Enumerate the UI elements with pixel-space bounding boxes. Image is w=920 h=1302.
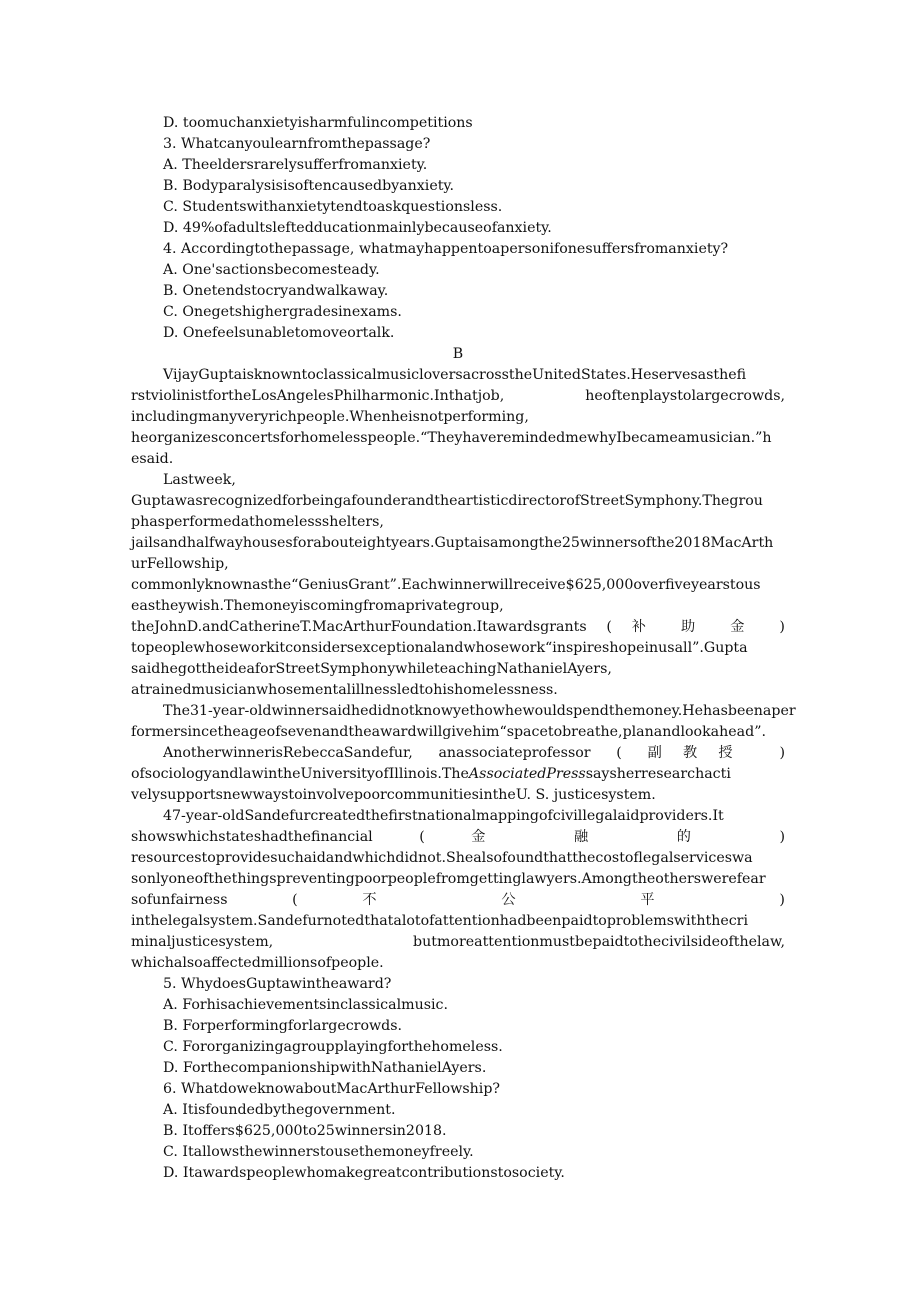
passage-line: The31-year-oldwinnersaidhedidnotknowyethowhewouldspendthemoney.Hehasbeenaper	[163, 703, 796, 719]
passage-line: 47-year-oldSandefurcreatedthefirstnationalmappingofcivillegalaidproviders.It	[163, 808, 724, 824]
q5-option-a: A. Forhisachievementsinclassicalmusic.	[163, 997, 448, 1013]
passage-line: saidhegottheideaforStreetSymphonywhileteachingNathanielAyers,	[131, 661, 612, 677]
passage-line: sonlyoneofthethingspreventingpoorpeoplefromgettinglawyers.Amongtheotherswerefear	[131, 871, 766, 887]
passage-line: topeoplewhoseworkitconsidersexceptionalandwhosework“inspireshopeinusall”.Gupta	[131, 640, 748, 656]
q5-option-b: B. Forperformingforlargecrowds.	[163, 1018, 402, 1034]
q6-option-a: A. Itisfoundedbythegovernment.	[163, 1102, 396, 1118]
passage-line: velysupportsnewwaystoinvolvepoorcommunitiesintheU. S. justicesystem.	[131, 787, 656, 803]
q3-option-d: D. 49%ofadultsleftedducationmainlybecauseofanxiety.	[163, 220, 552, 236]
passage-line: atrainedmusicianwhosementalillnessledtohishomelessness.	[131, 682, 558, 698]
q4-option-d: D. Onefeelsunabletomoveortalk.	[163, 325, 395, 341]
q6-option-b: B. Itoffers$625,000to25winnersin2018.	[163, 1123, 447, 1139]
passage-line: formersincetheageofsevenandtheawardwillgivehim“spacetobreathe,planandlookahead”.	[131, 724, 766, 740]
passage-line: AnotherwinnerisRebeccaSandefur, anassociateprofessor ( 副教授 )	[163, 745, 785, 761]
passage-line: GuptawasrecognizedforbeingafounderandtheartisticdirectorofStreetSymphony.Thegrou	[131, 493, 763, 509]
passage-line: showswhichstateshadthefinancial ( 金 融 的 )	[131, 829, 785, 845]
passage-line: esaid.	[131, 451, 174, 467]
passage-line: ofsociologyandlawintheUniversityofIllinois.TheAssociatedPresssaysherresearchacti	[131, 766, 731, 782]
q3-option-a: A. Theeldersrarelysufferfromanxiety.	[163, 157, 428, 173]
passage-line: commonlyknownasthe“GeniusGrant”.Eachwinnerwillreceive$625,000overfiveyearstous	[131, 577, 761, 593]
passage-line: eastheywish.Themoneyiscomingfromaprivategroup,	[131, 598, 504, 614]
passage-line: sofunfairness ( 不 公 平 )	[131, 892, 785, 908]
passage-line: urFellowship,	[131, 556, 229, 572]
passage-line: whichalsoaffectedmillionsofpeople.	[131, 955, 384, 971]
option-d-prev: D. toomuchanxietyisharmfulincompetitions	[163, 115, 473, 131]
passage-line: rstviolinistfortheLosAngelesPhilharmonic.Inthatjob, heoftenplaystolargecrowds,	[131, 388, 785, 404]
question-5: 5. WhydoesGuptawintheaward?	[163, 976, 392, 992]
passage-line: inthelegalsystem.Sandefurnotedthatalotofattentionhadbeenpaidtoproblemswiththecri	[131, 913, 748, 929]
q4-option-b: B. Onetendstocryandwalkaway.	[163, 283, 389, 299]
q4-option-a: A. One'sactionsbecomesteady.	[163, 262, 380, 278]
q5-option-d: D. ForthecompanionshipwithNathanielAyers.	[163, 1060, 487, 1076]
passage-line: phasperformedathomelessshelters,	[131, 514, 384, 530]
q4-option-c: C. Onegetshighergradesinexams.	[163, 304, 402, 320]
passage-line: resourcestoprovidesuchaidandwhichdidnot.Shealsofoundthatthecostoflegalserviceswa	[131, 850, 753, 866]
question-3: 3. Whatcanyoulearnfromthepassage?	[163, 136, 431, 152]
passage-line: minaljusticesystem, butmoreattentionmustbepaidtothecivilsideofthelaw,	[131, 934, 785, 950]
passage-line: Lastweek,	[163, 472, 236, 488]
q6-option-c: C. Itallowsthewinnerstousethemoneyfreely.	[163, 1144, 474, 1160]
q6-option-d: D. Itawardspeoplewhomakegreatcontributionstosociety.	[163, 1165, 565, 1181]
passage-line: theJohnD.andCatherineT.MacArthurFoundation.Itawardsgrants ( 补 助 金 )	[131, 619, 785, 635]
newspaper-title: AssociatedPress	[468, 766, 586, 782]
passage-line: jailsandhalfwayhousesforabouteightyears.Guptaisamongthe25winnersofthe2018MacArth	[131, 535, 774, 551]
section-heading: B	[452, 346, 464, 362]
q3-option-b: B. Bodyparalysisisoftencausedbyanxiety.	[163, 178, 455, 194]
passage-line: includingmanyveryrichpeople.Whenheisnotperforming,	[131, 409, 529, 425]
question-6: 6. WhatdoweknowaboutMacArthurFellowship?	[163, 1081, 501, 1097]
passage-line: heorganizesconcertsforhomelesspeople.“TheyhaveremindedmewhyIbecameamusician.”h	[131, 430, 772, 446]
q3-option-c: C. Studentswithanxietytendtoaskquestionsless.	[163, 199, 503, 215]
passage-line: VijayGuptaisknowntoclassicalmusicloversacrosstheUnitedStates.Heservesasthefi	[163, 367, 747, 383]
question-4: 4. Accordingtothepassage, whatmayhappentoapersonifonesuffersfromanxiety?	[163, 241, 729, 257]
q5-option-c: C. Fororganizingagroupplayingforthehomeless.	[163, 1039, 503, 1055]
